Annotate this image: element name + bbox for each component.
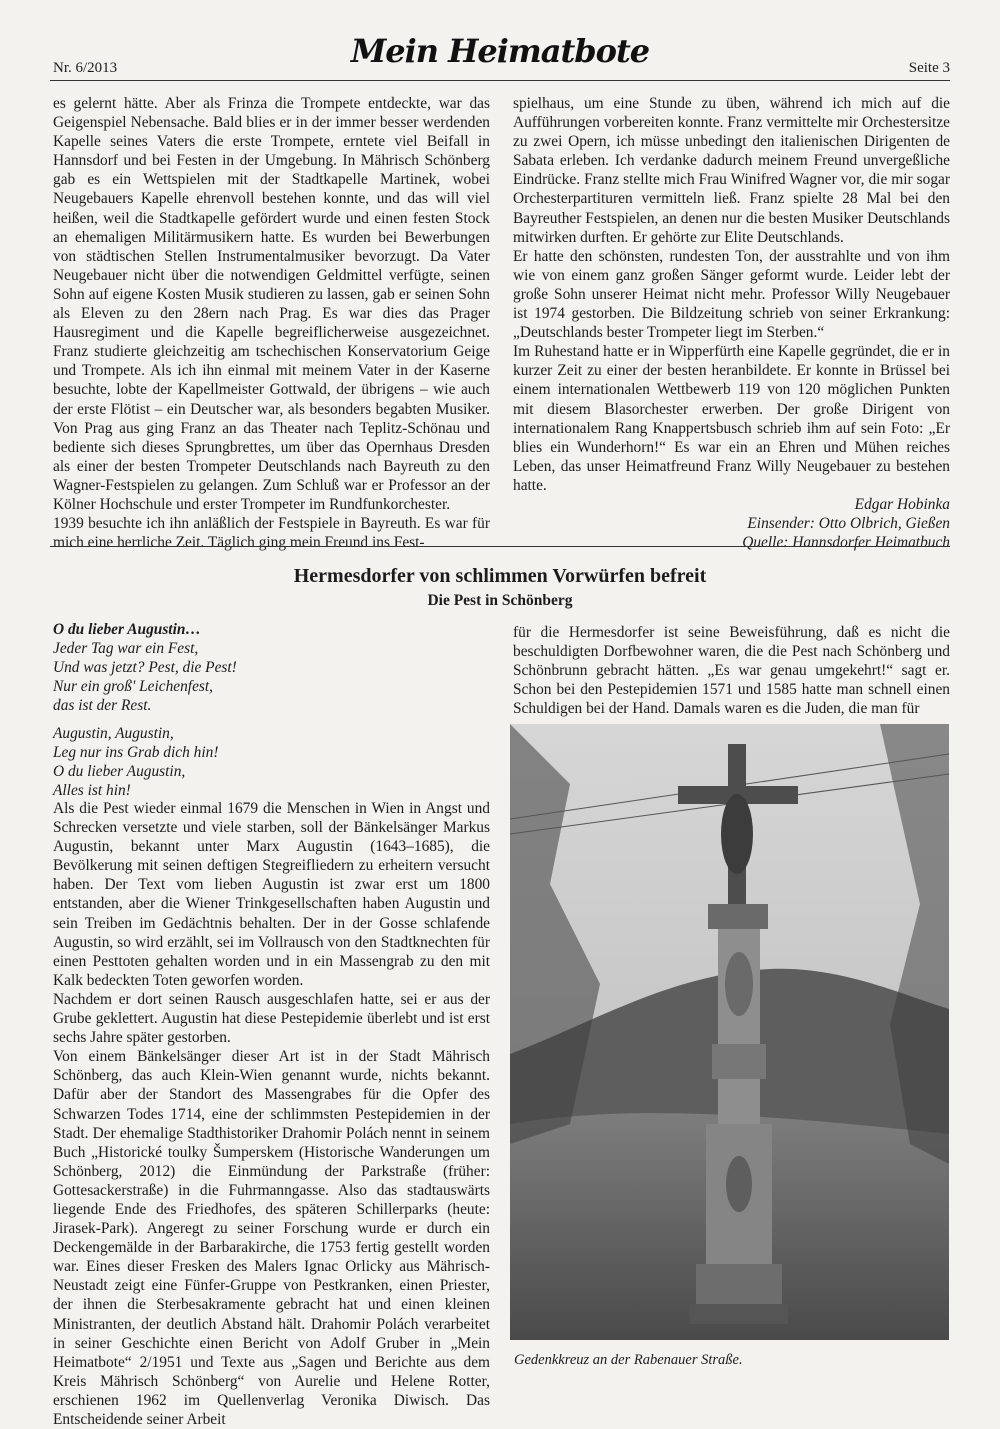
paragraph: 1939 besuchte ich ihn anläßlich der Festspiele in Bayreuth. Es war für mich eine herrliche Zeit. Täglich ging mein Freund ins Fest- [53, 515, 490, 552]
paragraph: Von einem Bänkelsänger dieser Art ist in der Stadt Mährisch Schönberg, das auch Klein-Wien genannt wurde, nichts bekannt. Dafür aber der Standort des Massengrabes für die Opfer des Schwarzen Todes 1714, eine der schlimmsten Pestepidemien in der Stadt. Der ehemalige Stadthistoriker Drahomir Polách nennt in seinem Buch „Historické toulky Šumperskem (Historische Wanderungen um Schönberg, 2012) die Einmündung der Parkstraße (früher: Gottesackerstraße) in die Fuhrmanngasse. Also das stadtauswärts liegende Ende des Friedhofes, des späteren Schillerparks (heute: Jirasek-Park). Angeregt zu seiner Forschung wurde er durch ein Deckengemälde in der Barbarakirche, die 1753 fertig gestellt worden war. Eines dieser Fresken des Malers Ignac Orlicky aus Mährisch-Neustadt zeigt eine Fünfer-Gruppe von Pestkranken, einen Priester, der ihnen die Sterbesakramente gebracht hat und einen kleinen Ministranten, der deutlich Abstand hält. Drahomir Polách verarbeitet in seiner Geschichte einen Bericht von Adolf Gruber in „Mein Heimatbote“ 2/1951 und Texte aus „Sagen und Berichte aus dem Kreis Mährisch Schönberg“ von Aurelie und Helene Rotter, erschienen 1962 im Quellenverlag Veronika Diwisch. Das Entscheidende seiner Arbeit [53, 1048, 490, 1428]
poem-line: O du lieber Augustin… [53, 621, 201, 638]
masthead [0, 0, 1000, 92]
page-number: Seite 3 [908, 60, 950, 76]
poem-line: Und was jetzt? Pest, die Pest! [53, 659, 237, 676]
poem-line: Augustin, Augustin, [53, 725, 174, 742]
author-signature: Edgar Hobinka [854, 495, 950, 513]
poem-line: Alles ist hin! [53, 782, 131, 799]
poem-line: das ist der Rest. [53, 697, 152, 714]
paragraph: es gelernt hätte. Aber als Frinza die Trompete entdeckte, war das Geigenspiel Nebensache. Bald blies er in der immer besser werdenden Kapelle seines Vaters die erste Trompete, erntete viel Beifall in Hannsdorf und bei Festen in der Umgebung. In Mährisch Schönberg gab es ein Wettspielen mit der Stadtkapelle Martinek, wobei Neugebauers Kapelle ehrenvoll bestehen konnte, und das will viel heißen, weil die Stadtkapelle gefördert wurde und einen festen Stock an ehemaligen Militärmusikern hatte. Es wurden bei Bewerbungen von städtischen Stellen Instrumentalmusiker bevorzugt. Da Vater Neugebauer nicht über die notwendigen Geldmittel verfügte, seinen Sohn auf eigene Kosten Musik studieren zu lassen, gab er seinen Sohn als Eleven zu den 28ern nach Prag. Es war dies das Prager Hausregiment und die Kapelle begreiflicherweise ausgezeichnet. Franz studierte gleichzeitig am tschechischen Konservatorium Geige und Trompete. Als ich ihn einmal mit meinem Vater in der Kaserne besuchte, lobte der Kapellmeister Gottwald, der übrigens – wie auch der erste Flötist – ein Deutscher war, als besonders begabten Musiker. Von Prag aus ging Franz an das Theater nach Teplitz-Schönau und bediente sich dieses Sprungbrettes, um über das Opernhaus Dresden als einer der besten Trompeter Deutschlands nach Bayreuth zu den Wagner-Festspielen zu gelangen. Zum Schluß war er Professor an der Kölner Hochschule und erster Trompeter im Rundfunkorchester. [53, 95, 490, 513]
article2-subheadline: Die Pest in Schönberg [427, 592, 573, 609]
poem [53, 620, 493, 809]
paragraph: Er hatte den schönsten, rundesten Ton, der ausstrahlte und von ihm wie von einem ganz großen Sänger geformt wurde. Leider lebt der große Sohn unserer Heimat nicht mehr. Professor Willy Neugebauer ist 1974 gestorben. Die Bildzeitung schrieb von seiner Erkrankung: „Deutschlands bester Trompeter liegt im Sterben.“ [513, 247, 950, 342]
header-rule [50, 80, 950, 81]
paragraph: für die Hermesdorfer ist seine Beweisführung, daß es nicht die beschuldigten Dorfbewohner waren, die die Pest nach Schönberg und Schönbrunn gebracht hätten. „Es war genau umgekehrt!“ sagt er. Schon bei den Pestepidemien 1571 und 1585 hatte man schnell einen Schuldigen bei der Hand. Damals waren es die Juden, die man für [513, 624, 950, 718]
poem-line: O du lieber Augustin, [53, 763, 186, 780]
paragraph: spielhaus, um eine Stunde zu üben, während ich mich auf die Aufführungen vorbereiten konnte. Franz vermittelte mir Orchestersitze zu zwei Opern, ich müsse unbedingt den italienischen Dirigenten de Sabata erleben. Ich verdanke dadurch meinem Freund unvergeßliche Eindrücke. Franz stellte mich Frau Winifred Wagner vor, die mir sogar Orchesterpartituren vermitteln ließ. Franz spielte 28 Mal bei den Bayreuther Festspielen, an denen nur die besten Musiker Deutschlands mitwirken durften. Er gehörte zur Elite Deutschlands. [513, 95, 950, 246]
article1-column-right [513, 94, 950, 552]
article2-column-left [53, 799, 490, 1429]
sender-line: Einsender: Otto Olbrich, Gießen [747, 515, 950, 533]
poem-line: Nur ein groß' Leichenfest, [53, 678, 214, 695]
section-divider [50, 546, 950, 547]
paragraph: Nachdem er dort seinen Rausch ausgeschlafen hatte, sei er aus der Grube geklettert. Augustin hat diese Pestepidemie überlebt und ist erst sechs Jahre später gestorben. [53, 990, 490, 1047]
poem-stanza [53, 620, 493, 715]
issue-number: Nr. 6/2013 [53, 60, 118, 76]
source-line: Quelle: Hannsdorfer Heimatbuch [742, 534, 950, 552]
photo-caption: Gedenkkreuz an der Rabenauer Straße. [514, 1352, 743, 1368]
paragraph: Als die Pest wieder einmal 1679 die Menschen in Wien in Angst und Schrecken versetzte und viele starben, soll der Bänkelsänger Markus Augustin, bekannt unter Marx Augustin (1643–1685), die Bevölkerung mit seinen deftigen Stegreifliedern zu erheitern versucht haben. Der Text vom lieben Augustin ist zwar erst um 1800 entstanden, aber die Wiener Trinkgesellschaften haben Augustin und sein Treiben im Gedächtnis behalten. Der in der Gosse schlafende Augustin, so wird erzählt, sei im Vollrausch von den Stadtknechten für einen Pesttoten gehalten worden und in ein Massengrab zu den mit Kalk bedeckten Toten geworfen worden. [53, 800, 490, 989]
poem-stanza [53, 724, 493, 800]
article2-column-right [513, 623, 950, 718]
memorial-cross-photo [510, 724, 949, 1340]
article1-column-left [53, 94, 490, 552]
article2-headline: Hermesdorfer von schlimmen Vorwürfen befreit [293, 565, 707, 587]
newspaper-logo: Mein Heimatbote [350, 32, 650, 70]
poem-line: Jeder Tag war ein Fest, [53, 640, 199, 657]
photo-illustration [510, 724, 949, 1340]
paragraph: Im Ruhestand hatte er in Wipperfürth eine Kapelle gegründet, die er in kurzer Zeit zu einer der besten heranbildete. Er konnte in Brüssel bei einem internationalen Wettbewerb 119 von 120 möglichen Punkten mit diesem Blasorchester erwerben. Der große Dirigent von internationalem Rang Knappertsbusch schrieb ihm auf sein Foto: „Er blies ein Wunderhorn!“ Es war ein an Ehren und Mühen reiches Leben, das unser Heimatfreund Franz Willy Neugebauer zu bestehen hatte. [513, 343, 950, 494]
poem-line: Leg nur ins Grab dich hin! [53, 744, 219, 761]
